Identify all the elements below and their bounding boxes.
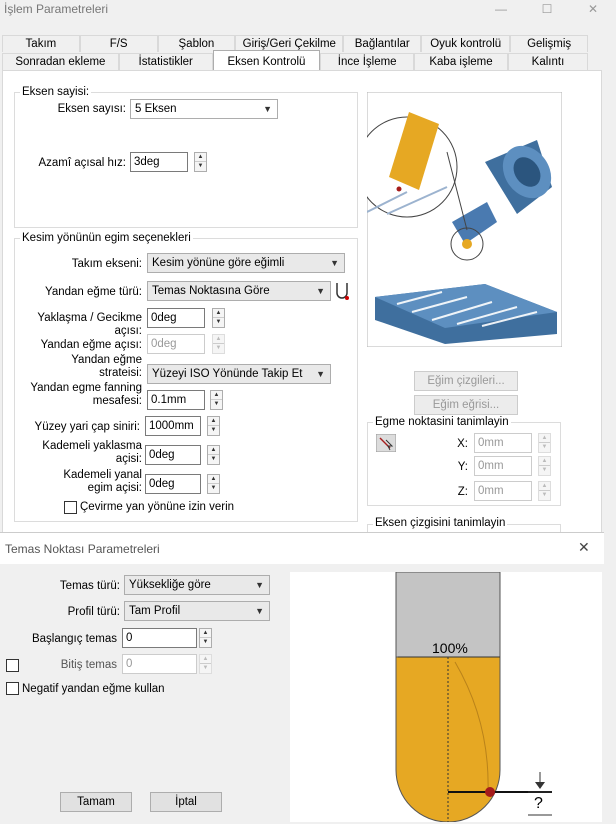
spin-down-icon[interactable]: ▼	[202, 665, 209, 671]
tab-giris-geri-cekilme[interactable]: Giriş/Geri Çekilme	[235, 35, 343, 52]
spin-down-icon[interactable]: ▼	[202, 639, 209, 645]
negative-tilt-label: Negatif yandan eğme kullan	[22, 683, 165, 695]
chevron-down-icon: ▼	[316, 369, 325, 379]
side-tilt-type-select[interactable]	[147, 281, 331, 301]
side-tilt-type-label: Yandan eğme türü:	[45, 286, 142, 298]
spin-up-icon[interactable]: ▲	[208, 475, 219, 484]
profile-type-value: Tam Profil	[129, 605, 181, 617]
radius-limit-label: Yüzey yari çap siniri:	[34, 421, 140, 433]
start-contact-stepper[interactable]	[199, 628, 212, 648]
spin-up-icon[interactable]: ▲	[208, 417, 219, 426]
minimize-button[interactable]: —	[495, 2, 507, 16]
tool-axis-illustration	[367, 92, 562, 347]
tab-takim[interactable]: Takım	[2, 35, 80, 52]
spin-up-icon[interactable]: ▲	[195, 153, 206, 162]
tab-kalinti[interactable]: Kalıntı	[508, 53, 588, 70]
step-lead-input[interactable]: 0deg	[145, 445, 201, 465]
ok-button[interactable]: Tamam	[60, 792, 132, 812]
y-stepper[interactable]	[538, 456, 551, 476]
step-side-label: Kademeli yanal egim açisi:	[63, 469, 142, 494]
spin-down-icon[interactable]: ▼	[210, 485, 217, 491]
chevron-down-icon: ▼	[330, 258, 339, 268]
z-stepper[interactable]	[538, 481, 551, 501]
maximize-button[interactable]: ☐	[541, 2, 553, 16]
spin-up-icon[interactable]: ▲	[211, 391, 222, 400]
strategy-select[interactable]	[147, 364, 331, 384]
spin-down-icon[interactable]: ▼	[541, 492, 548, 498]
chevron-down-icon: ▼	[263, 104, 272, 114]
spin-up-icon[interactable]: ▲	[213, 309, 224, 318]
lead-lag-label: Yaklaşma / Gecikme açısı:	[37, 312, 142, 337]
fanning-input[interactable]: 0.1mm	[147, 390, 205, 410]
spin-up-icon[interactable]: ▲	[200, 629, 211, 638]
end-contact-stepper[interactable]	[199, 654, 212, 674]
start-contact-input[interactable]: 0	[122, 628, 197, 648]
tab-ince-isleme[interactable]: İnce İşleme	[320, 53, 414, 70]
spin-down-icon[interactable]: ▼	[197, 163, 204, 169]
spin-down-icon[interactable]: ▼	[215, 345, 222, 351]
axis-count-value: 5 Eksen	[135, 103, 177, 115]
axis-count-group-label: Eksen sayisi:	[22, 86, 90, 98]
max-angle-stepper[interactable]	[194, 152, 207, 172]
close-window-button[interactable]: ✕	[587, 2, 599, 16]
dialog-title: Temas Noktası Parametreleri	[5, 542, 160, 556]
tab-oyuk-kontrolu[interactable]: Oyuk kontrolü	[421, 35, 510, 52]
tilt-options-group-label: Kesim yönünün egim seçenekleri	[22, 232, 191, 244]
axis-count-label: Eksen sayısı:	[57, 103, 126, 115]
axis-count-select[interactable]	[130, 99, 278, 119]
tilt-lines-button[interactable]: Eğim çizgileri...	[414, 371, 518, 391]
contact-point-dialog	[0, 532, 604, 824]
tab-sonradan-ekleme[interactable]: Sonradan ekleme	[2, 53, 119, 70]
allow-side-label: Çevirme yan yönüne izin verin	[80, 501, 235, 513]
percent-label: 100%	[432, 640, 468, 656]
x-label: X:	[457, 438, 468, 450]
strategy-label: Yandan eğme strateisi:	[71, 354, 142, 379]
step-side-input[interactable]: 0deg	[145, 474, 201, 494]
spin-down-icon[interactable]: ▼	[541, 444, 548, 450]
tab-sablon[interactable]: Şablon	[158, 35, 236, 52]
strategy-value: Yüzeyi ISO Yönünde Takip Et	[152, 368, 303, 380]
lead-lag-stepper[interactable]	[212, 308, 225, 328]
side-tilt-type-value: Temas Noktasına Göre	[152, 285, 270, 297]
max-angle-input[interactable]: 3deg	[130, 152, 188, 172]
lead-lag-input[interactable]: 0deg	[147, 308, 205, 328]
tool-axis-value: Kesim yönüne göre eğimli	[152, 257, 285, 269]
contact-point-settings-button[interactable]	[335, 281, 351, 301]
tab-kaba-isleme[interactable]: Kaba işleme	[414, 53, 508, 70]
spin-up-icon[interactable]: ▲	[539, 434, 550, 443]
spin-down-icon[interactable]: ▼	[213, 401, 220, 407]
cancel-button[interactable]: İptal	[150, 792, 222, 812]
spin-up-icon[interactable]: ▲	[200, 655, 211, 664]
radius-limit-input[interactable]: 1000mm	[145, 416, 201, 436]
question-label: ?	[534, 795, 543, 812]
tab-baglantilar[interactable]: Bağlantılar	[343, 35, 421, 52]
spin-up-icon[interactable]: ▲	[539, 457, 550, 466]
step-lead-label: Kademeli yaklasma açisi:	[42, 440, 142, 465]
fanning-stepper[interactable]	[210, 390, 223, 410]
side-tilt-angle-stepper[interactable]	[212, 334, 225, 354]
contact-type-select[interactable]	[124, 575, 270, 595]
contact-profile-diagram	[290, 572, 602, 822]
contact-type-value: Yüksekliğe göre	[129, 579, 211, 591]
spin-up-icon[interactable]: ▲	[539, 482, 550, 491]
negative-tilt-checkbox[interactable]	[6, 682, 19, 695]
tilt-curve-button[interactable]: Eğim eğrisi...	[414, 395, 518, 415]
dialog-title-bar	[0, 533, 604, 563]
x-input[interactable]: 0mm	[474, 433, 532, 453]
axis-lines-group-label: Eksen çizgisini tanimlayin	[375, 517, 506, 529]
fanning-label: Yandan egme fanning mesafesi:	[30, 382, 142, 407]
end-contact-label: Bitiş temas	[60, 659, 117, 671]
step-side-stepper[interactable]	[207, 474, 220, 494]
spin-up-icon[interactable]: ▲	[208, 446, 219, 455]
tab-istatistikler[interactable]: İstatistikler	[119, 53, 213, 70]
chevron-down-icon: ▼	[255, 580, 264, 590]
tool-axis-label: Takım ekseni:	[71, 258, 142, 270]
spin-down-icon[interactable]: ▼	[210, 427, 217, 433]
spin-down-icon[interactable]: ▼	[215, 319, 222, 325]
radius-limit-stepper[interactable]	[207, 416, 220, 436]
profile-type-label: Profil türü:	[67, 606, 120, 618]
x-stepper[interactable]	[538, 433, 551, 453]
pick-point-icon[interactable]	[376, 434, 396, 452]
spin-up-icon[interactable]: ▲	[213, 335, 224, 344]
side-tilt-angle-input[interactable]: 0deg	[147, 334, 205, 354]
profile-type-select[interactable]	[124, 601, 270, 621]
end-contact-checkbox[interactable]	[6, 659, 19, 672]
close-icon[interactable]: ✕	[578, 539, 590, 555]
max-angle-label: Azamî açısal hız:	[38, 157, 126, 169]
tab-fs[interactable]: F/S	[80, 35, 158, 52]
end-contact-input[interactable]: 0	[122, 654, 197, 674]
start-contact-label: Başlangıç temas	[31, 633, 117, 645]
tab-row-2	[2, 53, 588, 70]
z-label: Z:	[457, 486, 468, 498]
side-tilt-angle-label: Yandan eğme açısı:	[40, 339, 142, 351]
contact-type-label: Temas türü:	[59, 580, 120, 592]
spin-down-icon[interactable]: ▼	[210, 456, 217, 462]
tilt-point-group-label: Egme noktasini tanimlayin	[375, 416, 509, 428]
chevron-down-icon: ▼	[255, 606, 264, 616]
y-input[interactable]: 0mm	[474, 456, 532, 476]
step-lead-stepper[interactable]	[207, 445, 220, 465]
allow-side-checkbox[interactable]	[64, 501, 77, 514]
tab-gelismis[interactable]: Gelişmiş	[510, 35, 588, 52]
z-input[interactable]: 0mm	[474, 481, 532, 501]
chevron-down-icon: ▼	[316, 286, 325, 296]
y-label: Y:	[457, 461, 468, 473]
tab-eksen-kontrolu[interactable]: Eksen Kontrolü	[213, 50, 321, 70]
tool-axis-select[interactable]	[147, 253, 345, 273]
window-title: İşlem Parametreleri	[4, 2, 109, 16]
spin-down-icon[interactable]: ▼	[541, 467, 548, 473]
